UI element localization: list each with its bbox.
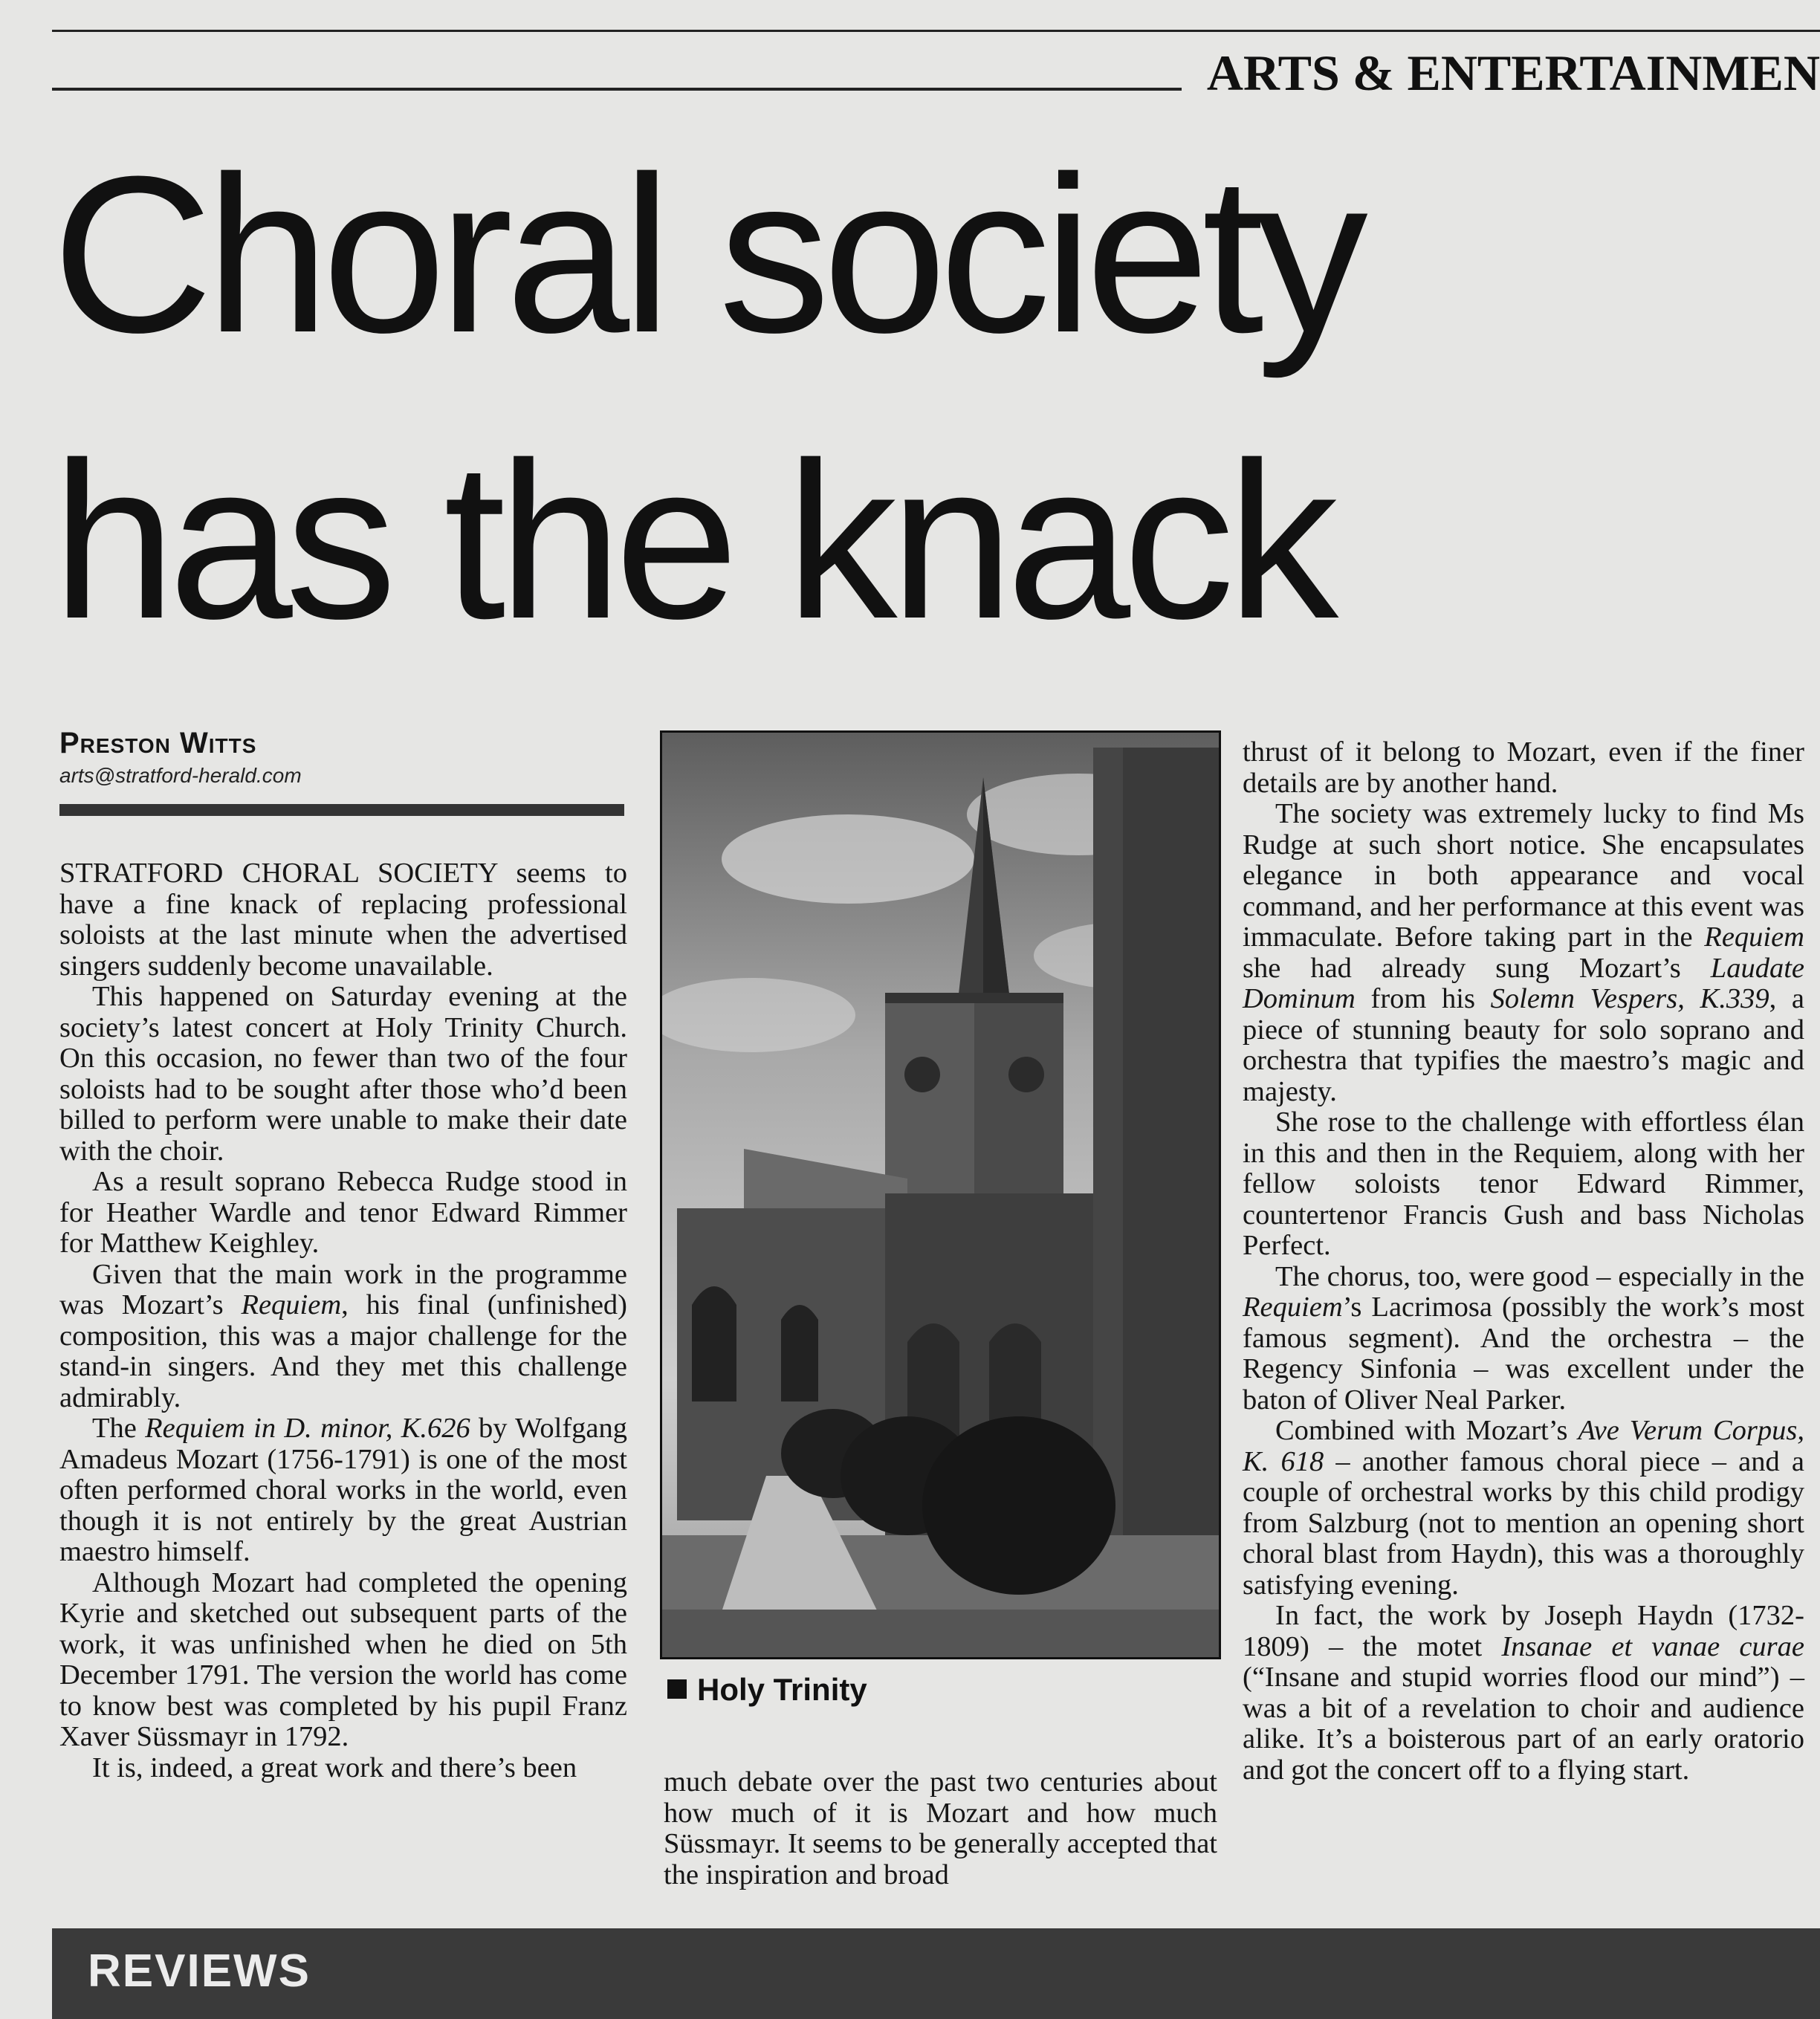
paragraph: STRATFORD CHORAL SOCIETY seems to have a fine knack of replacing professional soloists at the last minute when the advertised singers suddenly become unavailable. [59,858,627,982]
section-label: ARTS & ENTERTAINMEN [1206,45,1820,101]
paragraph: It is, indeed, a great work and there’s been [92,1751,577,1783]
top-rule [52,30,1820,32]
paragraph: Combined with Mozart’s Ave Verum Corpus, K. 618 – another famous choral piece – and a couple of orchestral works by this child prodigy from Salzburg (not to mention an opening short choral blast from Haydn), this was a thoroughly satisfying evening. [1243,1415,1805,1601]
paragraph: The chorus, too, were good – especially in the Requiem’s Lacrimosa (possibly the work’s most famous segment). And the orchestra – the Regency Sinfonia – was excellent under the baton of Oliver Neal Parker. [1243,1260,1804,1416]
footer-section-label: REVIEWS [88,1945,311,1997]
paragraph: Although Mozart had completed the opening Kyrie and sketched out subsequent parts of the work, it was unfinished when he died on 5th December 1791. The version the world has come to know best was completed by his pupil Franz Xaver Süssmayr in 1792. [59,1566,627,1752]
byline-author: Preston Witts [59,727,257,759]
headline-line-2: has the knack [52,415,1332,665]
header-rule [52,88,1182,91]
paragraph: much debate over the past two centuries about how much of it is Mozart and how much Süssmayr. It seems to be generally accepted that the inspiration and broad [664,1766,1217,1890]
paragraph: In fact, the work by Joseph Haydn (1732-1809) – the motet Insanae et vanae curae (“Insane and stupid worries flood our mind”) – was a bit of a revelation to choir and audience alike. It’s a boisterous part of an early oratorio and got the concert off to a flying start. [1243,1600,1804,1786]
article-column-2 [664,1767,1217,1890]
paragraph: Given that the main work in the programme was Mozart’s Requiem, his final (unfinished) composition, this was a major challenge for the stand-in singers. And they met this challenge admirably. [59,1258,627,1413]
paragraph: This happened on Saturday evening at the society’s latest concert at Holy Trinity Church. On this occasion, no fewer than two of the four soloists had to be sought after those who’d been billed to perform were unable to make their date with the choir. [59,981,627,1167]
church-photo [660,730,1221,1659]
caption-bullet-icon [667,1679,687,1699]
headline-line-1: Choral society [52,129,1361,379]
paragraph: As a result soprano Rebecca Rudge stood in for Heather Wardle and tenor Edward Rimmer for Matthew Keighley. [59,1166,627,1259]
headline [52,111,1791,684]
photo-caption: Holy Trinity [667,1672,867,1708]
article-column-3 [1243,737,1804,1786]
article-column-1 [59,858,627,1783]
paragraph: The Requiem in D. minor, K.626 by Wolfgang Amadeus Mozart (1756-1791) is one of the most often performed choral works in the world, even though it is not entirely by the great Austrian maestro himself. [59,1413,628,1567]
paragraph: She rose to the challenge with effortless élan in this and then in the Requiem, along with her fellow soloists tenor Edward Rimmer, countertenor Francis Gush and bass Nicholas Perfect. [1243,1106,1804,1261]
paragraph: thrust of it belong to Mozart, even if the finer details are by another hand. [1243,736,1804,799]
paragraph: The society was extremely lucky to find Ms Rudge at such short notice. She encapsulates elegance in both appearance and vocal command, and her performance at this event was immaculate. Before taking part in the Requiem she had already sung Mozart’s Laudate Dominum from his Solemn Vespers, K.339, a piece of stunning beauty for solo soprano and orchestra that typifies the maestro’s magic and majesty. [1243,798,1804,1107]
footer-bar [52,1928,1820,2019]
church-illustration [662,733,1219,1657]
byline-email: arts@stratford-herald.com [59,764,302,787]
byline-rule [59,804,624,816]
